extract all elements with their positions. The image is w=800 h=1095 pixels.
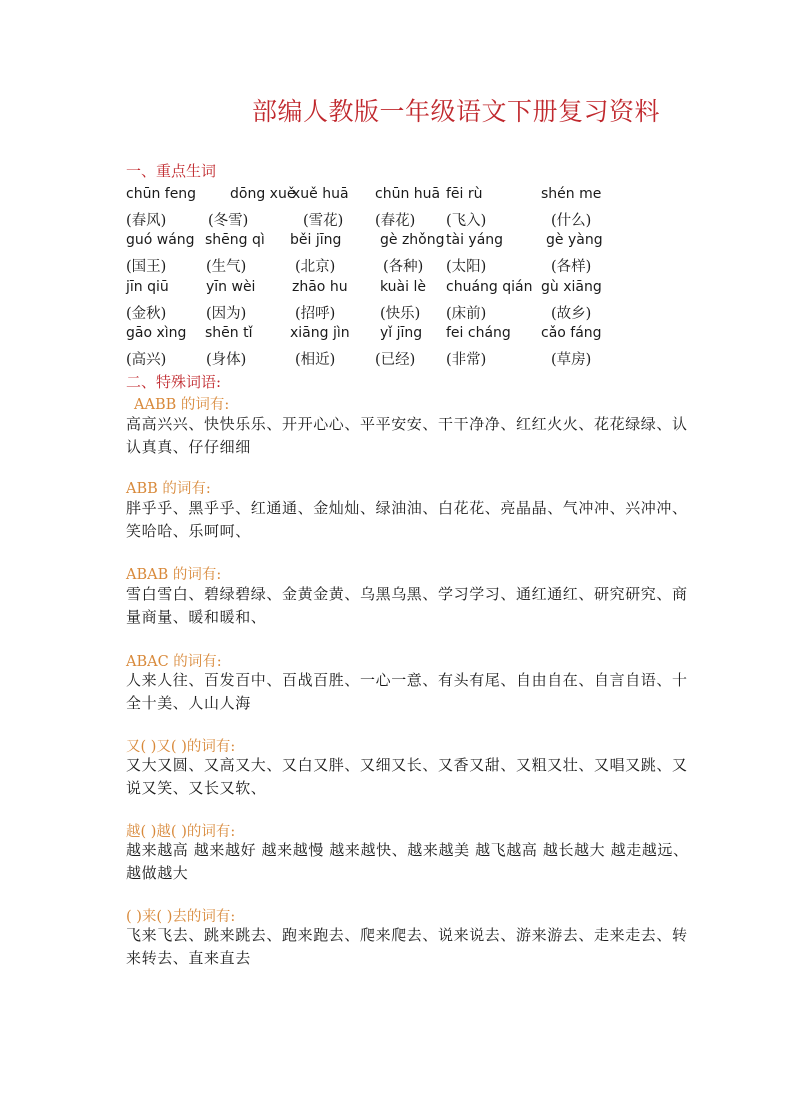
pinyin-cell: yǐ jīng bbox=[380, 325, 423, 341]
pinyin-cell: fei cháng bbox=[446, 325, 511, 341]
pinyin-cell: běi jīng bbox=[290, 232, 342, 248]
word-group-list: 又大又圆、又高又大、又白又胖、又细又长、又香又甜、又粗又壮、又唱又跳、又说又笑、又长又软、 bbox=[126, 756, 688, 797]
hanzi-cell: (各样) bbox=[551, 259, 592, 275]
hanzi-cell: (招呼) bbox=[295, 306, 336, 322]
pinyin-cell: chūn feng bbox=[126, 186, 197, 202]
pinyin-cell: xiāng jìn bbox=[290, 325, 350, 341]
hanzi-cell: (雪花) bbox=[303, 213, 344, 229]
pinyin-cell: dōng xuě bbox=[230, 186, 296, 202]
word-group-list: 高高兴兴、快快乐乐、开开心心、平平安安、干干净净、红红火火、花花绿绿、认认真真、仔仔细细 bbox=[126, 415, 688, 456]
pinyin-cell: gè yàng bbox=[546, 232, 603, 248]
word-group-list: 人来人往、百发百中、百战百胜、一心一意、有头有尾、自由自在、自言自语、十全十美、人山人海 bbox=[126, 671, 688, 712]
pinyin-cell: jīn qiū bbox=[126, 279, 169, 295]
hanzi-cell: (生气) bbox=[206, 259, 247, 275]
hanzi-cell: (相近) bbox=[295, 352, 336, 368]
hanzi-cell: (春风) bbox=[126, 213, 167, 229]
section-heading-key-words: 一、重点生词 bbox=[126, 162, 217, 180]
word-group-list: 雪白雪白、碧绿碧绿、金黄金黄、乌黑乌黑、学习学习、通红通红、研究研究、商量商量、暖和暖和、 bbox=[126, 585, 688, 626]
pinyin-cell: cǎo fáng bbox=[541, 325, 602, 341]
hanzi-cell: (已经) bbox=[375, 352, 416, 368]
hanzi-cell: (什么) bbox=[551, 213, 592, 229]
hanzi-cell: (草房) bbox=[551, 352, 592, 368]
word-group-label: ABAB 的词有: bbox=[126, 567, 222, 583]
hanzi-cell: (身体) bbox=[206, 352, 247, 368]
pinyin-cell: zhāo hu bbox=[292, 279, 348, 295]
pinyin-cell: chuáng qián bbox=[446, 279, 533, 295]
hanzi-cell: (北京) bbox=[295, 259, 336, 275]
hanzi-cell: (高兴) bbox=[126, 352, 167, 368]
word-group-label: 又( )又( )的词有: bbox=[126, 739, 236, 755]
hanzi-cell: (床前) bbox=[446, 306, 487, 322]
pinyin-cell: guó wáng bbox=[126, 232, 195, 248]
pinyin-cell: xuě huā bbox=[292, 186, 349, 202]
pinyin-cell: shēng qì bbox=[205, 232, 265, 248]
hanzi-cell: (冬雪) bbox=[208, 213, 249, 229]
hanzi-cell: (各种) bbox=[383, 259, 424, 275]
word-group-list: 飞来飞去、跳来跳去、跑来跑去、爬来爬去、说来说去、游来游去、走来走去、转来转去、直来直去 bbox=[126, 926, 688, 967]
word-group-label: ( )来( )去的词有: bbox=[126, 909, 236, 925]
section-heading-special-words: 二、特殊词语: bbox=[126, 373, 222, 391]
pinyin-cell: gè zhǒng bbox=[380, 232, 445, 248]
hanzi-cell: (春花) bbox=[375, 213, 416, 229]
hanzi-cell: (因为) bbox=[206, 306, 247, 322]
pinyin-cell: chūn huā bbox=[375, 186, 441, 202]
word-group-label: 越( )越( )的词有: bbox=[126, 824, 236, 840]
hanzi-cell: (金秋) bbox=[126, 306, 167, 322]
hanzi-cell: (非常) bbox=[446, 352, 487, 368]
hanzi-cell: (飞入) bbox=[446, 213, 487, 229]
pinyin-cell: fēi rù bbox=[446, 186, 483, 202]
pinyin-cell: yīn wèi bbox=[206, 279, 256, 295]
pinyin-cell: gāo xìng bbox=[126, 325, 187, 341]
word-group-label: AABB 的词有: bbox=[134, 397, 230, 413]
document-title: 部编人教版一年级语文下册复习资料 bbox=[252, 97, 661, 126]
pinyin-cell: gù xiāng bbox=[541, 279, 602, 295]
hanzi-cell: (国王) bbox=[126, 259, 167, 275]
pinyin-cell: tài yáng bbox=[446, 232, 504, 248]
hanzi-cell: (快乐) bbox=[380, 306, 421, 322]
hanzi-cell: (故乡) bbox=[551, 306, 592, 322]
hanzi-cell: (太阳) bbox=[446, 259, 487, 275]
pinyin-cell: shēn tǐ bbox=[205, 325, 253, 341]
pinyin-cell: kuài lè bbox=[380, 279, 426, 295]
word-group-list: 越来越高 越来越好 越来越慢 越来越快、越来越美 越飞越高 越长越大 越走越远、越做越大 bbox=[126, 841, 689, 882]
word-group-list: 胖乎乎、黑乎乎、红通通、金灿灿、绿油油、白花花、亮晶晶、气冲冲、兴冲冲、笑哈哈、乐呵呵、 bbox=[126, 499, 688, 540]
word-group-label: ABAC 的词有: bbox=[126, 654, 222, 670]
word-group-label: ABB 的词有: bbox=[126, 481, 211, 497]
pinyin-cell: shén me bbox=[541, 186, 602, 202]
